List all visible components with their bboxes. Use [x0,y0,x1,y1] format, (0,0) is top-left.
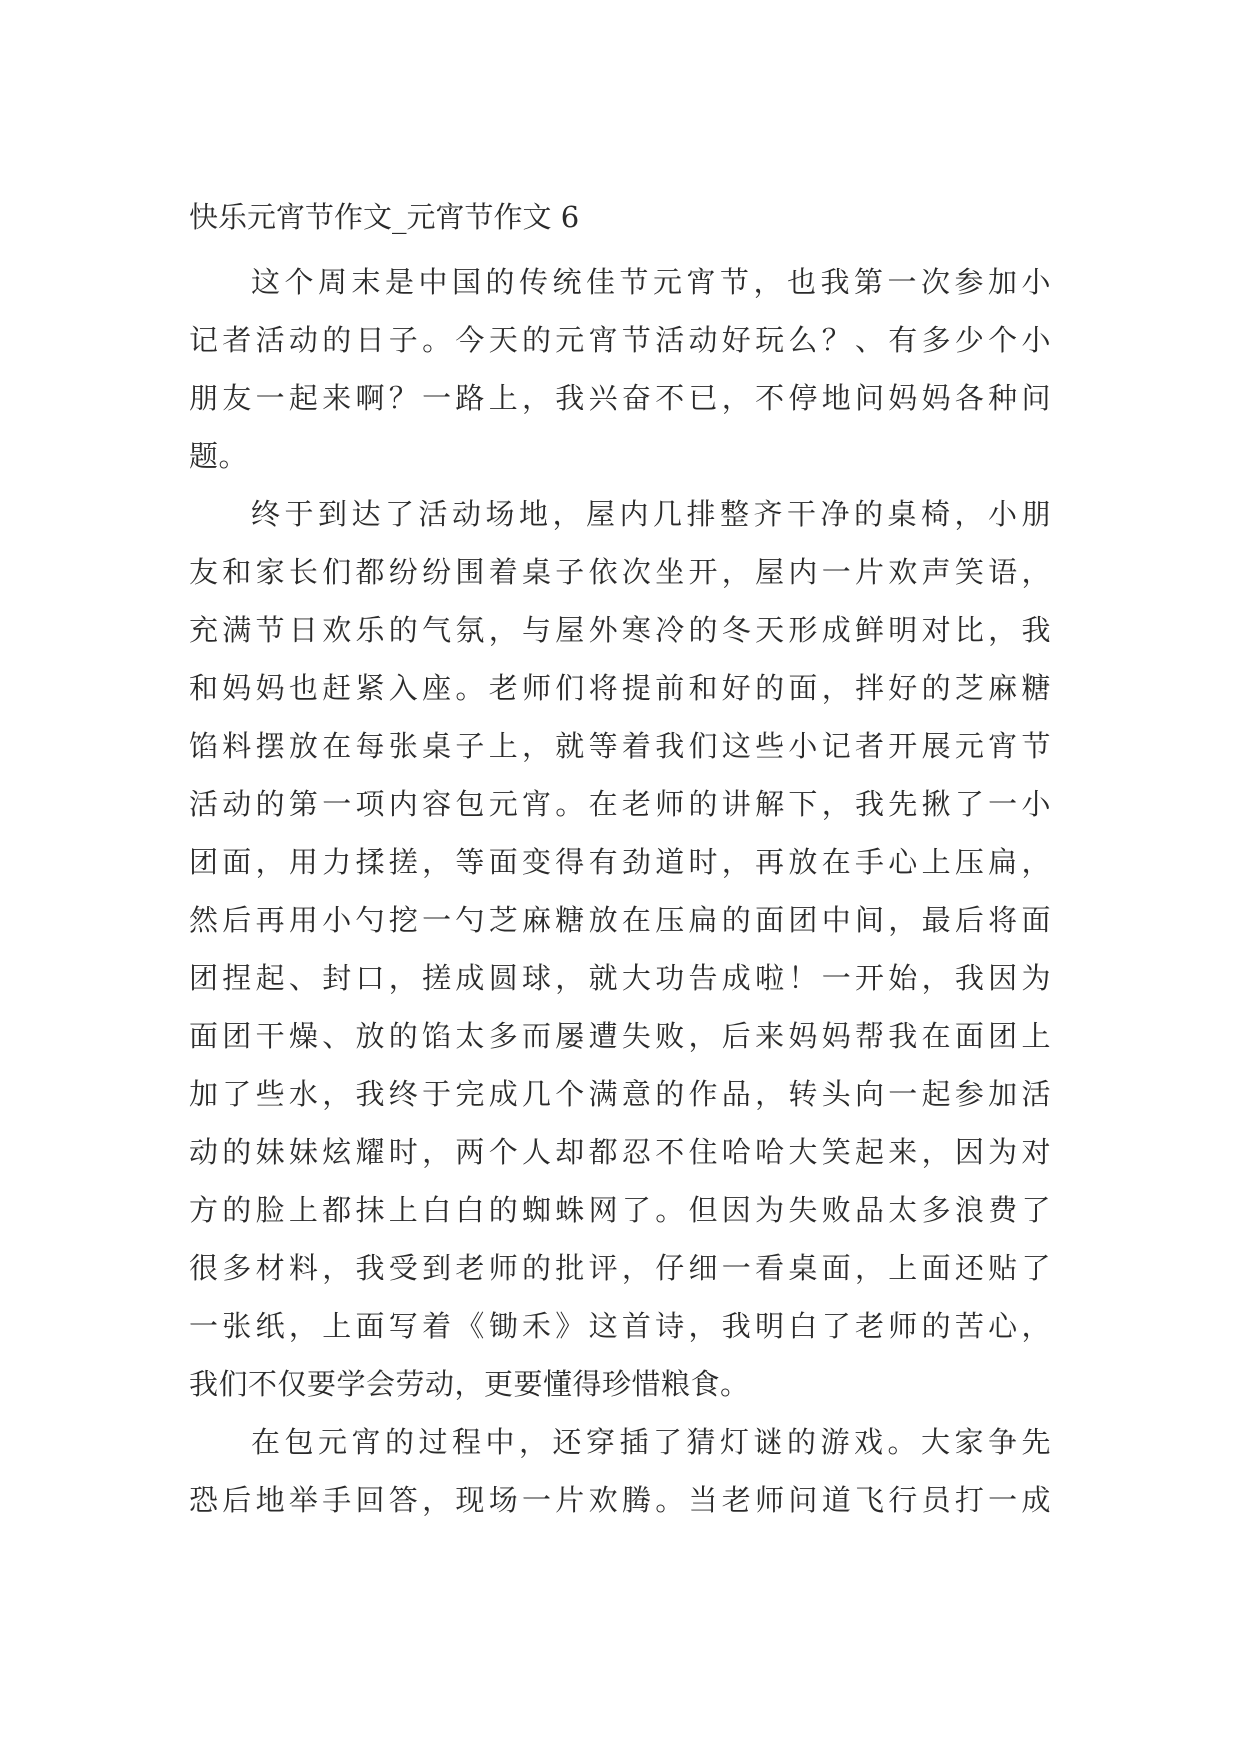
text-line: 加了些水，我终于完成几个满意的作品，转头向一起参加活 [189,1077,1051,1111]
text-line: 友和家长们都纷纷围着桌子依次坐开，屋内一片欢声笑语， [189,555,1051,589]
paragraph-3 [189,1413,1051,1529]
text-line: 然后再用小勺挖一勺芝麻糖放在压扁的面团中间，最后将面 [189,903,1051,937]
document-title: 快乐元宵节作文_元宵节作文 6 [189,200,580,234]
text-line: 终于到达了活动场地，屋内几排整齐干净的桌椅，小朋 [251,497,1051,531]
text-line: 团面，用力揉搓，等面变得有劲道时，再放在手心上压扁， [189,845,1051,879]
text-line: 面团干燥、放的馅太多而屡遭失败，后来妈妈帮我在面团上 [189,1019,1051,1053]
paragraph-2 [189,485,1051,1413]
text-line: 这个周末是中国的传统佳节元宵节，也我第一次参加小 [251,265,1051,299]
text-line: 充满节日欢乐的气氛，与屋外寒冷的冬天形成鲜明对比，我 [189,613,1051,647]
text-line: 题。 [189,439,249,473]
paragraph-1 [189,253,1051,485]
text-line: 和妈妈也赶紧入座。老师们将提前和好的面，拌好的芝麻糖 [189,671,1051,705]
text-line: 在包元宵的过程中，还穿插了猜灯谜的游戏。大家争先 [251,1425,1051,1459]
text-line: 恐后地举手回答，现场一片欢腾。当老师问道飞行员打一成 [189,1483,1051,1517]
text-line: 动的妹妹炫耀时，两个人却都忍不住哈哈大笑起来，因为对 [189,1135,1051,1169]
text-line: 团捏起、封口，搓成圆球，就大功告成啦！一开始，我因为 [189,961,1051,995]
text-line: 我们不仅要学会劳动，更要懂得珍惜粮食。 [189,1367,750,1401]
text-line: 记者活动的日子。今天的元宵节活动好玩么？、有多少个小 [189,323,1051,357]
text-line: 很多材料，我受到老师的批评，仔细一看桌面，上面还贴了 [189,1251,1051,1285]
text-line: 方的脸上都抹上白白的蜘蛛网了。但因为失败品太多浪费了 [189,1193,1051,1227]
document-body [189,195,1051,1529]
text-line: 朋友一起来啊？一路上，我兴奋不已，不停地问妈妈各种问 [189,381,1051,415]
text-line: 馅料摆放在每张桌子上，就等着我们这些小记者开展元宵节 [189,729,1051,763]
text-line: 活动的第一项内容包元宵。在老师的讲解下，我先揪了一小 [189,787,1051,821]
text-line: 一张纸，上面写着《锄禾》这首诗，我明白了老师的苦心， [189,1309,1051,1343]
